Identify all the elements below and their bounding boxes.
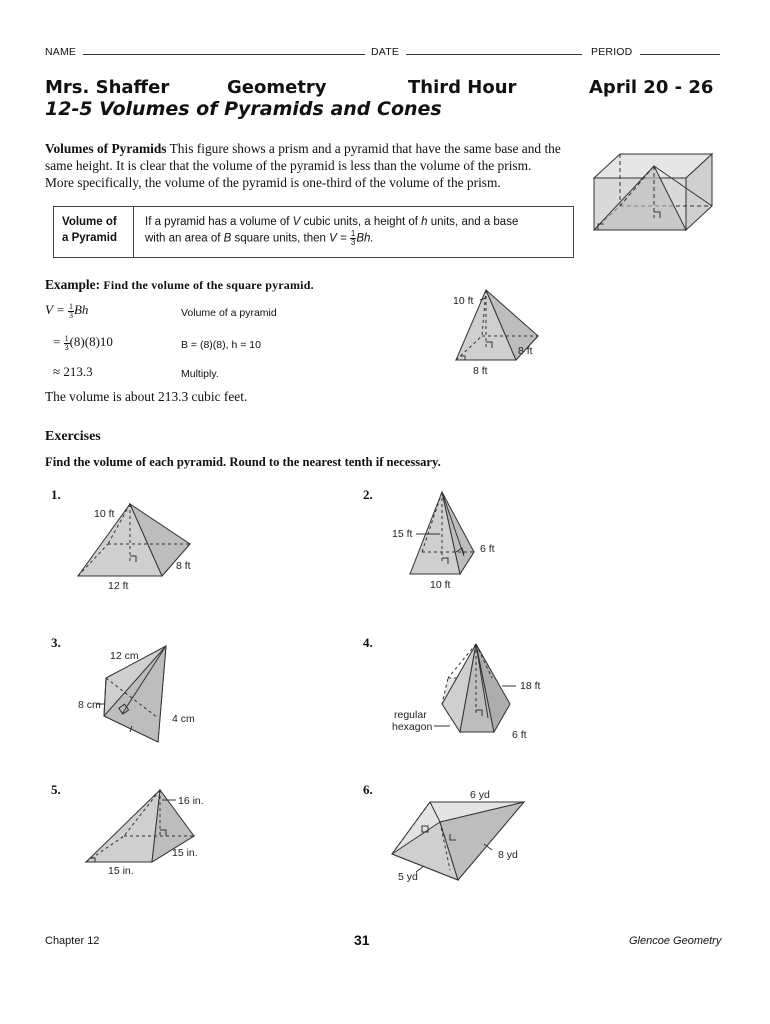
date-blank[interactable] (406, 54, 582, 55)
date-label: DATE (371, 46, 400, 58)
example-step1-note: Volume of a pyramid (181, 307, 277, 319)
exercise-4-number: 4. (363, 635, 373, 650)
step2-fraction: $\frac{1}{3}$ (64, 333, 69, 352)
example-conclusion: The volume is about 213.3 cubic feet. (45, 389, 248, 404)
exercise-6-side-label: 8 yd (498, 849, 518, 861)
step1-fraction: $\frac{1}{3}$ (68, 301, 73, 320)
example-step1: V = $\frac{1}{3}$ Bh (45, 301, 89, 320)
period-label: PERIOD (591, 46, 633, 58)
intro-text: This figure shows a prism and a pyramid that have the same base and the same height. It is clear that the volume of the pyramid is less than the volume of the prism. More specifically, the volume of the pyramid is one-third of the volume of the prism. (45, 141, 561, 190)
concept-line1: If a pyramid has a volume of V cubic units, a height of h units, and a base (145, 216, 519, 228)
concept-box (53, 206, 574, 258)
name-label: NAME (45, 46, 77, 58)
exercise-3-bottom-label: 4 cm (172, 713, 195, 725)
exercise-5-side-label: 15 in. (172, 847, 198, 859)
example-base-label: 8 ft (473, 365, 488, 377)
name-blank[interactable] (83, 54, 365, 55)
exercise-2-slant-label: 6 ft (480, 543, 495, 555)
footer-chapter: Chapter 12 (45, 935, 100, 947)
footer-publisher: Glencoe Geometry (629, 935, 722, 947)
exercise-6-top-label: 6 yd (470, 789, 490, 801)
example-step3-note: Multiply. (181, 368, 219, 380)
subject: Geometry (227, 77, 327, 98)
page-title: 12-5 Volumes of Pyramids and Cones (45, 98, 442, 120)
period-field[interactable] (591, 46, 720, 58)
concept-text (145, 214, 570, 247)
exercise-3-left-label: 8 cm (78, 699, 101, 711)
intro-paragraph (45, 140, 561, 191)
exercise-6-bottom-label: 5 yd (398, 871, 418, 883)
example-height-label: 10 ft (453, 295, 474, 307)
example-step3: ≈ 213.3 (53, 364, 93, 379)
class-hour: Third Hour (408, 77, 517, 98)
exercise-1-number: 1. (51, 487, 61, 502)
concept-label-line1: Volume of (62, 216, 117, 228)
concept-line2: with an area of B square units, then V = $\frac{1}{3}$ Bh. (145, 229, 374, 247)
exercise-1-figure (76, 500, 206, 595)
exercise-1-width-label: 8 ft (176, 560, 191, 572)
intro-heading: Volumes of Pyramids (45, 141, 167, 156)
exercise-6-figure (388, 786, 538, 886)
exercise-4-figure (390, 640, 540, 744)
exercise-5-figure (80, 786, 220, 881)
example-step2: = $\frac{1}{3}$ (8)(8)10 (53, 333, 113, 352)
exercises-instruction: Find the volume of each pyramid. Round to the nearest tenth if necessary. (45, 455, 441, 469)
exercise-4-slant-label: 18 ft (520, 680, 541, 692)
period-blank[interactable] (640, 54, 720, 55)
exercise-3-number: 3. (51, 635, 61, 650)
exercise-5-number: 5. (51, 782, 61, 797)
exercise-2-figure (390, 490, 510, 590)
exercise-1-height-label: 10 ft (94, 508, 115, 520)
exercise-6-number: 6. (363, 782, 373, 797)
example-step2-note: B = (8)(8), h = 10 (181, 339, 261, 351)
exercise-5-height-label: 16 in. (178, 795, 204, 807)
example-pyramid-figure (448, 286, 548, 378)
footer-page-number: 31 (354, 932, 370, 948)
concept-divider (133, 207, 134, 257)
prism-pyramid-figure (588, 146, 718, 236)
exercise-5-base-label: 15 in. (108, 865, 134, 877)
date-range: April 20 - 26 (589, 77, 714, 98)
concept-fraction: $\frac{1}{3}$ (350, 229, 356, 247)
teacher-name: Mrs. Shaffer (45, 77, 170, 98)
name-field[interactable] (45, 46, 365, 58)
concept-label-line2: a Pyramid (62, 232, 117, 244)
exercise-2-base-label: 10 ft (430, 579, 451, 591)
exercises-heading: Exercises (45, 429, 101, 444)
exercise-4-regular-label: regular (394, 709, 427, 721)
example-prompt: Find the volume of the square pyramid. (103, 278, 314, 292)
exercise-2-number: 2. (363, 487, 373, 502)
exercise-4-hexagon-label: hexagon (392, 721, 433, 733)
exercise-1-length-label: 12 ft (108, 580, 129, 592)
concept-label (62, 214, 117, 246)
example-label: Example: (45, 277, 101, 292)
exercise-2-height-label: 15 ft (392, 528, 413, 540)
exercise-3-figure (76, 642, 206, 747)
example-side-label: 8 ft (518, 345, 533, 357)
exercise-4-side-label: 6 ft (512, 729, 527, 741)
exercise-3-top-label: 12 cm (110, 650, 139, 662)
example-heading (45, 277, 314, 293)
date-field[interactable] (371, 46, 582, 58)
